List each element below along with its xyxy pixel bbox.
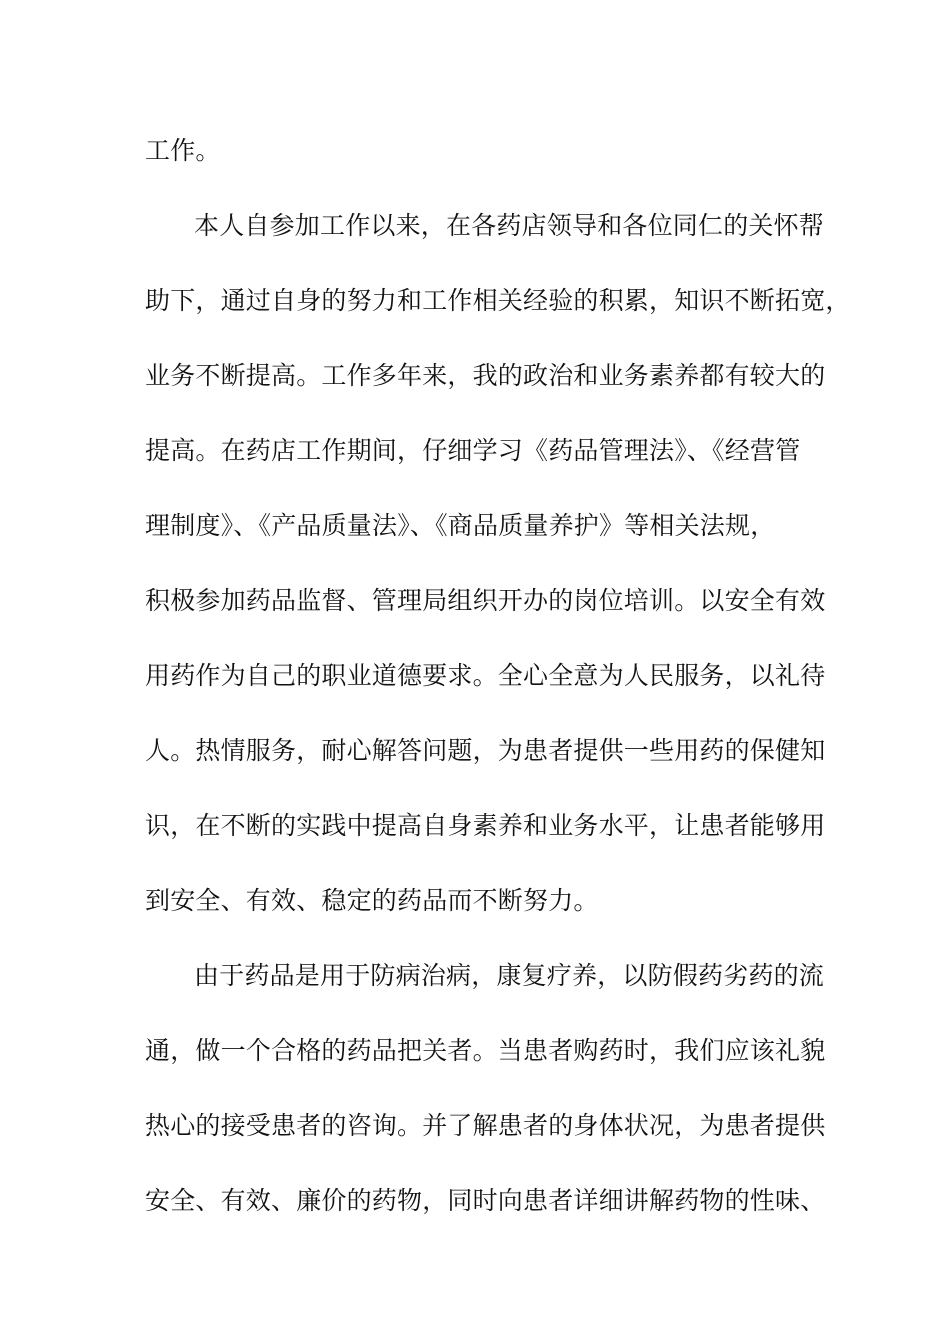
paragraph-2-line-4: 安全、有效、廉价的药物，同时向患者详细讲解药物的性味、 (145, 1186, 826, 1215)
paragraph-1-line-2: 助下，通过自身的努力和工作相关经验的积累，知识不断拓宽， (145, 286, 851, 315)
paragraph-1-line-5: 理制度》、《产品质量法》、《商品质量养护》等相关法规， (145, 511, 776, 540)
paragraph-1-line-4: 提高。在药店工作期间，仔细学习《药品管理法》、《经营管 (145, 436, 801, 465)
paragraph-1-line-8: 人。热情服务，耐心解答问题，为患者提供一些用药的保健知 (145, 736, 826, 765)
paragraph-1-line-7: 用药作为自己的职业道德要求。全心全意为人民服务，以礼待 (145, 661, 826, 690)
paragraph-1-line-1: 本人自参加工作以来，在各药店领导和各位同仁的关怀帮 (194, 211, 825, 240)
paragraph-2-line-3: 热心的接受患者的咨询。并了解患者的身体状况，为患者提供 (145, 1111, 826, 1140)
paragraph-2-line-2: 通，做一个合格的药品把关者。当患者购药时，我们应该礼貌 (145, 1036, 826, 1065)
paragraph-1-line-3: 业务不断提高。工作多年来，我的政治和业务素养都有较大的 (145, 361, 826, 390)
text-line-1: 工作。 (145, 136, 221, 165)
paragraph-1-line-6: 积极参加药品监督、管理局组织开办的岗位培训。以安全有效 (145, 586, 826, 615)
paragraph-1-line-9: 识，在不断的实践中提高自身素养和业务水平，让患者能够用 (145, 811, 826, 840)
paragraph-1-line-10: 到安全、有效、稳定的药品而不断努力。 (145, 886, 599, 915)
paragraph-2-line-1: 由于药品是用于防病治病，康复疗养，以防假药劣药的流 (194, 961, 825, 990)
